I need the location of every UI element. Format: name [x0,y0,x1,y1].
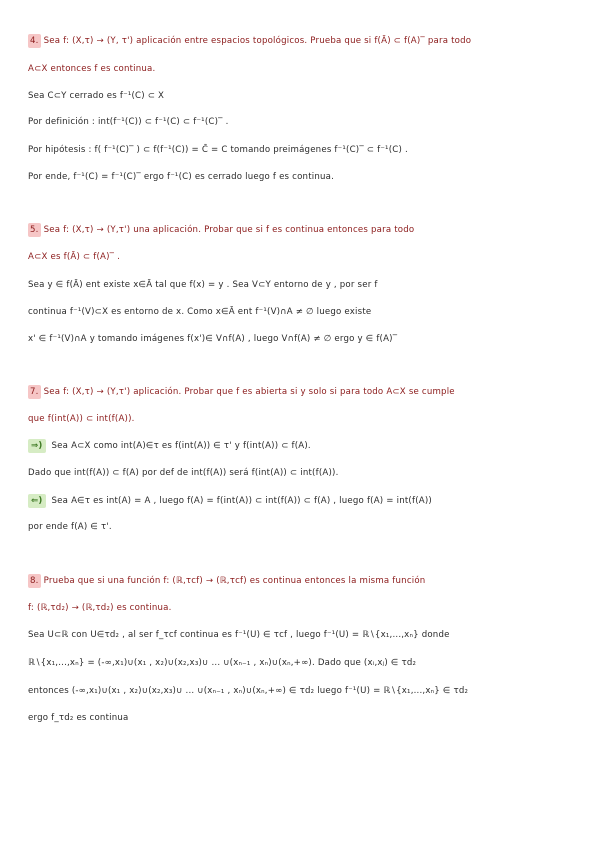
exercise-4-title-line-2: A⊂X entonces f es continua. [28,64,156,74]
exercise-4-title-line-1: 4. Sea f: (X,τ) → (Y, τ') aplicación entre espacios topológicos. Prueba que si f(Ā) ⊂ f(A)‾ para todo [30,36,472,46]
forward-implication-arrow: ⇒) [28,439,46,453]
exercise-5-body-line-2: continua f⁻¹(V)⊂X es entorno de x. Como x∈Ā ent f⁻¹(V)∩A ≠ ∅ luego existe [28,307,372,317]
exercise-5-body-line-3: x' ∈ f⁻¹(V)∩A y tomando imágenes f(x')∈ V∩f(A) , luego V∩f(A) ≠ ∅ ergo y ∈ f(A)‾ [28,334,398,344]
exercise-8-body-line-2: ℝ∖{x₁,...,xₙ} = (-∞,x₁)∪(x₁ , x₂)∪(x₂,x₃)∪ ... ∪(xₙ₋₁ , xₙ)∪(xₙ,+∞). Dado que (xᵢ,xⱼ) ∈ τd₂ [28,658,417,668]
exercise-7-body-line-1: ⇒) Sea A⊂X como int(A)∈τ es f(int(A)) ∈ τ' y f(int(A)) ⊂ f(A). [28,439,588,453]
exercise-8-body-line-3: entonces (-∞,x₁)∪(x₁ , x₂)∪(x₂,x₃)∪ ... ∪(xₙ₋₁ , xₙ)∪(xₙ,+∞) ∈ τd₂ luego f⁻¹(U) = ℝ∖{x₁,...,xₙ} ∈ τd₂ [28,686,469,696]
exercise-7-title-line-2: que f(int(A)) ⊂ int(f(A)). [28,414,135,424]
exercise-8-body-line-1: Sea U⊂ℝ con U∈τd₂ , al ser f_τcf continua es f⁻¹(U) ∈ τcf , luego f⁻¹(U) = ℝ∖{x₁,...,xₙ} donde [28,630,450,640]
exercise-4-body-line-2: Por definición : int(f⁻¹(C)) ⊂ f⁻¹(C) ⊂ f⁻¹(C)‾ . [28,117,229,127]
exercise-8-number: 8. [30,576,39,586]
exercise-4-body-line-3: Por hipótesis : f( f⁻¹(C)‾ ) ⊂ f(f⁻¹(C)) = C̄ = C tomando preimágenes f⁻¹(C)‾ ⊂ f⁻¹(C) . [28,145,408,155]
exercise-4-number: 4. [30,36,39,46]
exercise-8-body-line-4: ergo f_τd₂ es continua [28,713,129,723]
exercise-5-body-line-1: Sea y ∈ f(Ā) ent existe x∈Ā tal que f(x) = y . Sea V⊂Y entorno de y , por ser f [28,280,378,290]
exercise-7-title-line-1: 7. Sea f: (X,τ) → (Y,τ') aplicación. Probar que f es abierta si y solo si para todo A⊂X se cumple [30,387,455,397]
exercise-7-body-line-2: Dado que int(f(A)) ⊂ f(A) por def de int(f(A)) será f(int(A)) ⊂ int(f(A)). [28,468,339,478]
exercise-8-title-line-1: 8. Prueba que si una función f: (ℝ,τcf) → (ℝ,τcf) es continua entonces la misma función [30,576,426,586]
exercise-5-number: 5. [30,225,39,235]
exercise-5-title-line-2: A⊂X es f(Ā) ⊂ f(A)‾ . [28,252,121,262]
exercise-7-body-line-4: por ende f(A) ∈ τ'. [28,522,112,532]
exercise-4-body-line-4: Por ende, f⁻¹(C) = f⁻¹(C)‾ ergo f⁻¹(C) es cerrado luego f es continua. [28,172,335,182]
exercise-7-number: 7. [30,387,39,397]
exercise-4-body-line-1: Sea C⊂Y cerrado es f⁻¹(C) ⊂ X [28,91,165,101]
exercise-8-title-line-2: f: (ℝ,τd₂) → (ℝ,τd₂) es continua. [28,603,172,613]
exercise-7-body-line-3: ⇐) Sea A∈τ es int(A) = A , luego f(A) = f(int(A)) ⊂ int(f(A)) ⊂ f(A) , luego f(A) = int(f(A)) [28,494,588,508]
exercise-5-title-line-1: 5. Sea f: (X,τ) → (Y,τ') una aplicación. Probar que si f es continua entonces para todo [30,225,415,235]
backward-implication-arrow: ⇐) [28,494,46,508]
